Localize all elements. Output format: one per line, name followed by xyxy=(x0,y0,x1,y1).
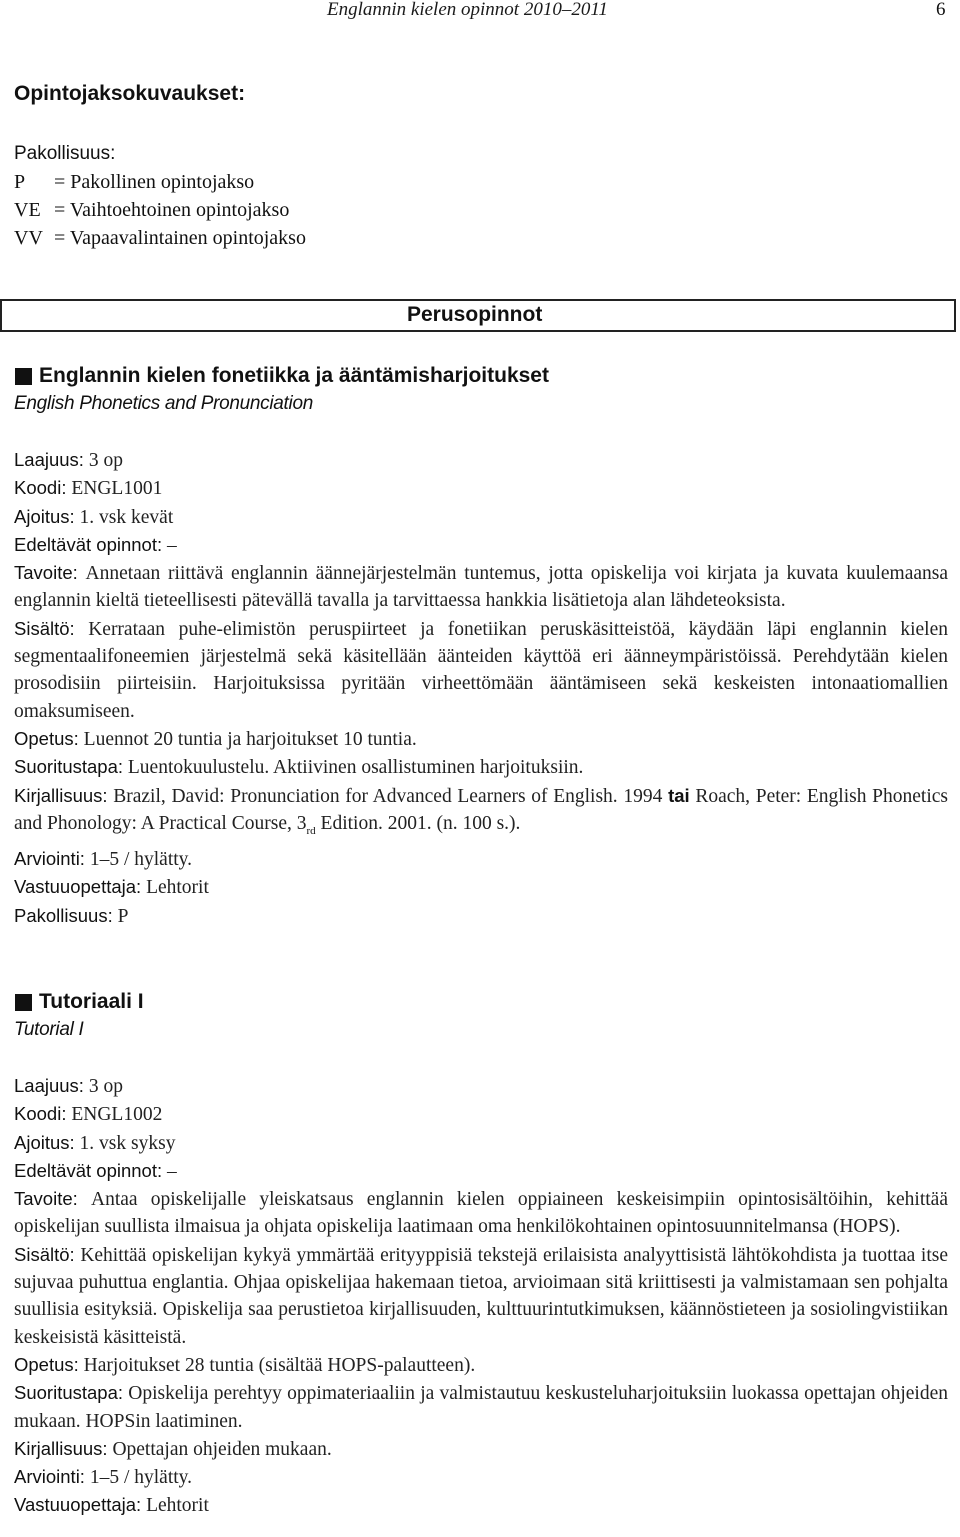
field-label: Koodi: xyxy=(14,1103,67,1125)
square-bullet-icon xyxy=(15,368,32,385)
field-value: ENGL1002 xyxy=(71,1104,163,1126)
field-koodi xyxy=(14,474,948,502)
legend-code: VE xyxy=(14,199,41,221)
field-value: 3 op xyxy=(88,1076,123,1097)
legend-item xyxy=(14,224,306,252)
course-subtitle: Tutorial I xyxy=(14,1019,84,1040)
field-label: Laajuus: xyxy=(14,1075,84,1096)
field-sisalto xyxy=(14,1241,948,1351)
field-suoritustapa xyxy=(14,1379,948,1435)
document-title: Englannin kielen opinnot 2010–2011 xyxy=(327,0,608,20)
field-label: Kirjallisuus: xyxy=(14,784,108,806)
field-value: 1–5 / hylätty. xyxy=(89,849,193,871)
field-koodi xyxy=(14,1100,948,1128)
field-value: 1–5 / hylätty. xyxy=(89,1467,193,1489)
course-subtitle: English Phonetics and Pronunciation xyxy=(14,393,313,414)
field-label: Suoritustapa: xyxy=(14,1382,124,1404)
field-tavoite xyxy=(14,559,948,615)
field-label: Tavoite: xyxy=(14,1188,78,1210)
field-arviointi xyxy=(14,1463,948,1491)
course-title-text: Tutoriaali I xyxy=(39,990,144,1013)
field-value: Harjoitukset 28 tuntia (sisältää HOPS-palautteen). xyxy=(83,1354,476,1376)
field-value: – xyxy=(166,1160,177,1182)
field-label: Vastuuopettaja: xyxy=(14,876,142,898)
field-label: Laajuus: xyxy=(14,449,84,470)
field-label: Edeltävät opinnot: xyxy=(14,1159,163,1181)
field-suoritustapa xyxy=(14,753,948,781)
field-pakollisuus xyxy=(14,902,948,930)
field-value: Edition. 2001. (n. 100 s.). xyxy=(320,812,521,834)
page-heading: Opintojaksokuvaukset: xyxy=(14,82,246,105)
field-value: Luennot 20 tuntia ja harjoitukset 10 tuntia. xyxy=(83,728,417,750)
field-laajuus xyxy=(14,446,948,474)
field-value: Kehittää opiskelijan kykyä ymmärtää erityyppisiä tekstejä erilaisista analyyttisistä lähtökohdista ja tuottaa itse sujuvaa puhuttua englantia. Ohjaa opiskelijaa hakemaan tietoa, arvioimaan sitä kriittisesti ja valmistamaan sen pohjalta suullisia esityksiä. Opiskelija saa perustietoa kirjallisuuden, kulttuurintutkimuksen, käännöstieteen ja sosiolingvistiikan keskeisistä käsitteistä. xyxy=(14,1244,949,1348)
field-opetus xyxy=(14,725,948,753)
field-value: – xyxy=(166,534,177,556)
field-label: Arviointi: xyxy=(14,1466,85,1488)
course-title-text: Englannin kielen fonetiikka ja ääntämisharjoitukset xyxy=(39,364,549,387)
field-label: Tavoite: xyxy=(14,562,78,584)
field-sisalto xyxy=(14,615,948,725)
field-value: ENGL1001 xyxy=(71,478,163,500)
field-ajoitus xyxy=(14,1129,948,1157)
field-tavoite xyxy=(14,1185,948,1241)
course-details xyxy=(14,446,948,930)
connector-word: tai xyxy=(668,784,690,806)
running-header xyxy=(0,0,960,24)
field-label: Sisältö: xyxy=(14,1243,75,1265)
field-label: Edeltävät opinnot: xyxy=(14,533,163,555)
course-block xyxy=(14,988,948,1520)
field-value: Brazil, David: Pronunciation for Advanced Learners of English. 1994 xyxy=(113,785,663,807)
legend-code: VV xyxy=(14,227,43,249)
field-value: 3 op xyxy=(88,450,123,471)
field-value: Annetaan riittävä englannin äännejärjestelmän tuntemus, jotta opiskelija voi kirjata ja kuvata kuulemaansa englannin kieltä tieteellisesti pätevällä tavalla ja tarvittaessa hankkia lisätietoja alan lähdeteoksista. xyxy=(14,563,949,612)
field-label: Pakollisuus: xyxy=(14,904,113,926)
section-title: Perusopinnot xyxy=(407,303,543,326)
field-value: Kerrataan puhe-elimistön peruspiirteet ja fonetiikan peruskäsitteistöä, käydään läpi englannin kielen segmentaalifoneemien järjestelmä sekä käsitellään äänteiden käyttöä eri äänneympäristöissä. Perehdytään kielen prosodisiin piirteisiin. Harjoituksissa pyritään virheettömään ääntämiseen sekä keskeisten intonaatiomallien omaksumiseen. xyxy=(14,618,948,722)
field-label: Suoritustapa: xyxy=(14,756,124,778)
field-laajuus xyxy=(14,1072,948,1100)
field-value: Opiskelija perehtyy oppimateriaaliin ja valmistautuu keskusteluharjoituksiin luokassa opettajan ohjeiden mukaan. HOPSin laatiminen. xyxy=(14,1383,949,1432)
field-value: 1. vsk kevät xyxy=(79,506,174,528)
field-vastuuopettaja xyxy=(14,1491,948,1519)
field-value: Luentokuulustelu. Aktiivinen osallistuminen harjoituksiin. xyxy=(127,757,584,779)
field-label: Ajoitus: xyxy=(14,505,75,527)
section-header-box xyxy=(0,299,956,332)
field-vastuuopettaja xyxy=(14,873,948,901)
course-title xyxy=(14,362,948,390)
field-value: 1. vsk syksy xyxy=(79,1132,176,1154)
field-label: Kirjallisuus: xyxy=(14,1437,108,1459)
legend-text: = Vaihtoehtoinen opintojakso xyxy=(54,199,290,221)
square-bullet-icon xyxy=(15,994,32,1011)
field-value: P xyxy=(117,905,129,927)
field-label: Opetus: xyxy=(14,727,79,749)
legend-item xyxy=(14,196,306,224)
field-edeltavat xyxy=(14,1157,948,1185)
field-kirjallisuus xyxy=(14,782,948,845)
legend xyxy=(14,140,306,252)
legend-code: P xyxy=(14,171,26,193)
field-label: Sisältö: xyxy=(14,617,75,639)
field-arviointi xyxy=(14,845,948,873)
ordinal-suffix: rd xyxy=(306,824,316,837)
field-value: Roach, Peter: English Phonetics and Phonology: A Practical Course, 3 xyxy=(14,785,948,834)
course-title xyxy=(14,988,948,1016)
legend-item xyxy=(14,168,306,196)
course-details xyxy=(14,1072,948,1520)
field-edeltavat xyxy=(14,531,948,559)
field-label: Ajoitus: xyxy=(14,1131,75,1153)
legend-title: Pakollisuus: xyxy=(14,143,116,164)
field-opetus xyxy=(14,1351,948,1379)
legend-text: = Vapaavalintainen opintojakso xyxy=(54,227,306,249)
page-number: 6 xyxy=(936,0,946,20)
field-label: Vastuuopettaja: xyxy=(14,1494,142,1516)
field-ajoitus xyxy=(14,503,948,531)
field-label: Arviointi: xyxy=(14,848,85,870)
field-label: Koodi: xyxy=(14,477,67,499)
course-block xyxy=(14,362,948,930)
field-value: Lehtorit xyxy=(146,1495,209,1517)
field-value: Lehtorit xyxy=(146,877,209,899)
field-value: Opettajan ohjeiden mukaan. xyxy=(112,1438,332,1460)
field-kirjallisuus xyxy=(14,1435,948,1463)
field-label: Opetus: xyxy=(14,1353,79,1375)
legend-text: = Pakollinen opintojakso xyxy=(54,171,255,193)
field-value: Antaa opiskelijalle yleiskatsaus englannin kielen oppiaineen keskeisimpiin opintosisältöihin, kehittää opiskelijan suullista ilmaisua ja ohjata opiskelija laatimaan oma henkilökohtainen opintosuunnitelmansa (HOPS). xyxy=(14,1189,948,1238)
